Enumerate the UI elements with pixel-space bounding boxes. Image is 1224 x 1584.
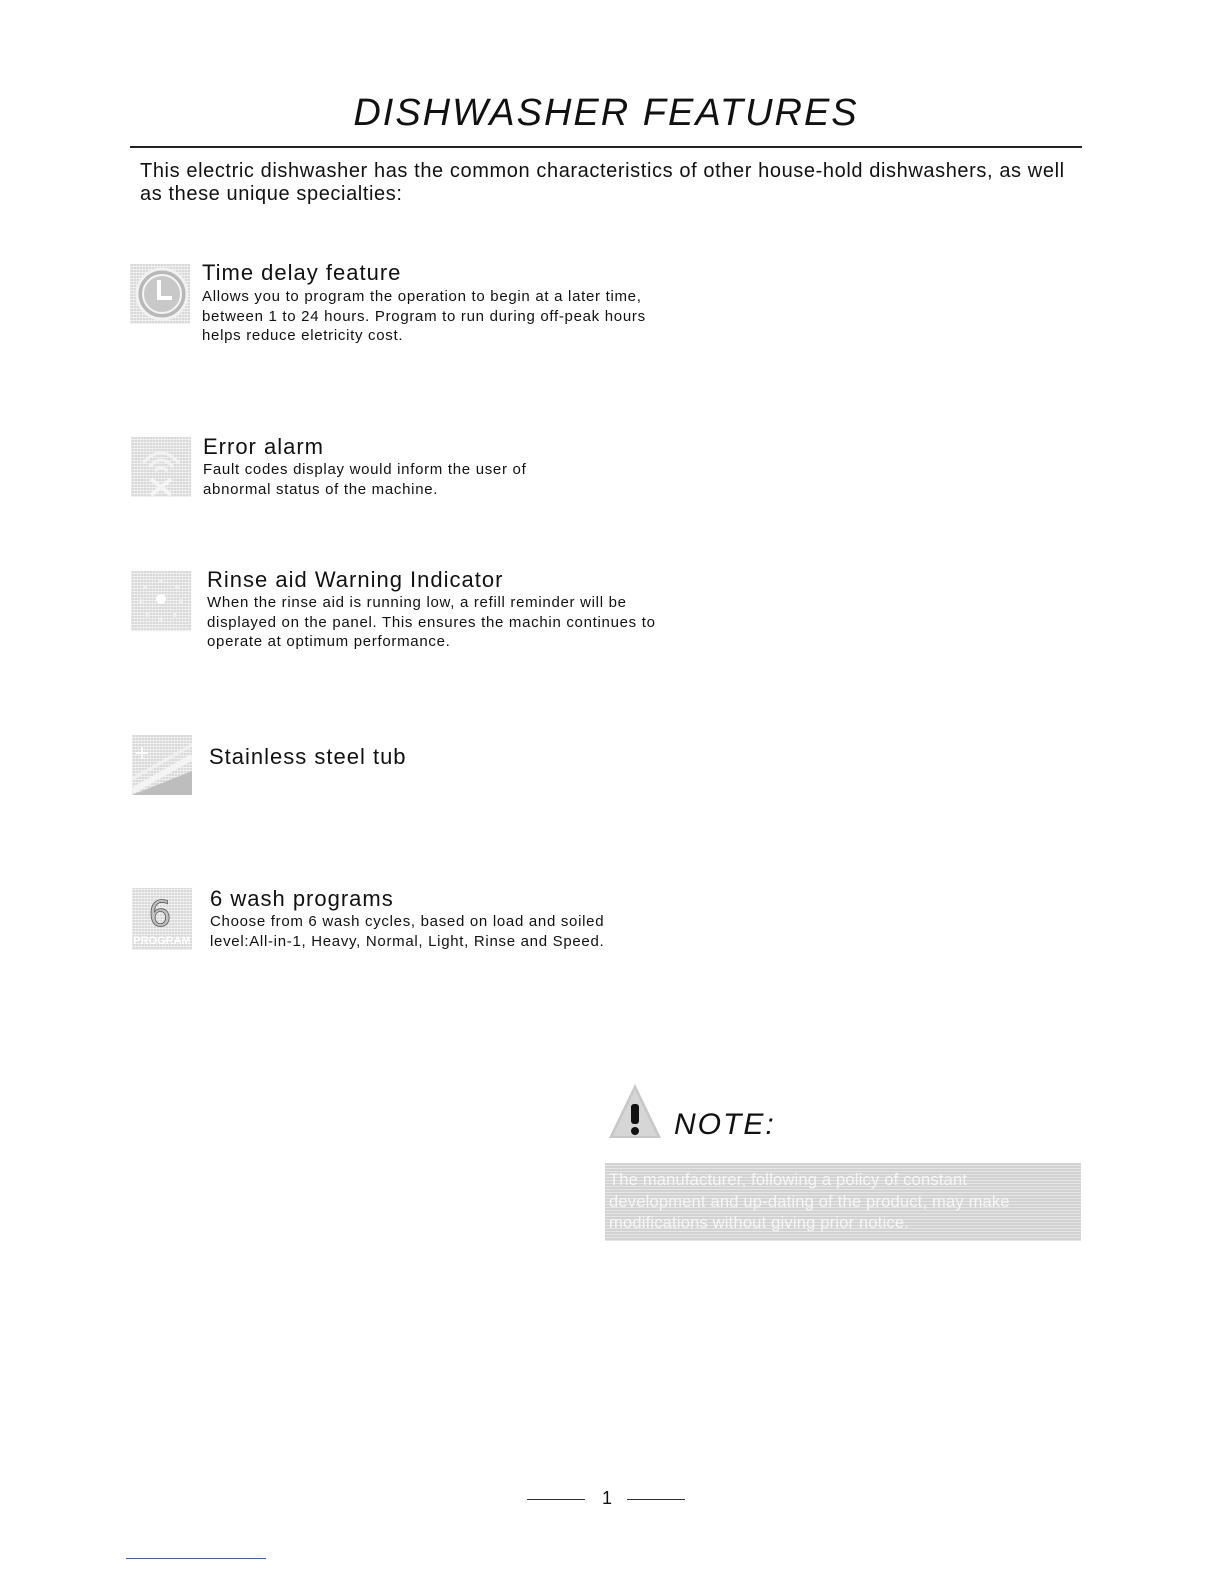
icon-number: 6 <box>148 894 172 935</box>
error-alarm-icon <box>131 437 191 497</box>
feature-title: Time delay feature <box>202 260 402 285</box>
feature-description: When the rinse aid is running low, a refill reminder will be displayed on the panel. This ensures the machin continues to operate at optimum performance. <box>207 594 656 650</box>
page-title: DISHWASHER FEATURES <box>353 92 859 134</box>
programs-icon <box>132 888 192 950</box>
footer-line-right <box>627 1499 685 1500</box>
footer-line-left <box>527 1499 585 1500</box>
feature-title: Error alarm <box>203 434 325 459</box>
feature-description: Fault codes display would inform the user of abnormal status of the machine. <box>203 461 527 498</box>
bottom-rule <box>126 1558 266 1559</box>
feature-title: Rinse aid Warning Indicator <box>207 567 504 592</box>
feature-description: Choose from 6 wash cycles, based on load and soiled level:All-in-1, Heavy, Normal, Light, Rinse and Speed. <box>210 913 605 950</box>
page-number: 1 <box>601 1488 612 1508</box>
stainless-tub-icon <box>132 735 192 795</box>
warning-icon <box>607 1082 663 1140</box>
note-box <box>605 1163 1081 1241</box>
feature-title: Stainless steel tub <box>209 744 407 769</box>
feature-title: 6 wash programs <box>210 886 394 911</box>
intro-paragraph: This electric dishwasher has the common characteristics of other house-hold dishwashers, as well as these unique specialties: <box>140 160 1065 205</box>
feature-description: Allows you to program the operation to begin at a later time, between 1 to 24 hours. Program to run during off-peak hours helps reduce eletricity cost. <box>202 288 646 344</box>
icon-caption: PROGRAM <box>133 935 191 947</box>
rinse-aid-icon <box>131 571 191 631</box>
clock-icon <box>130 264 190 324</box>
note-text: The manufacturer, following a policy of constant development and up-dating of the product, may make modifications without giving prior notice. <box>609 1171 1010 1232</box>
title-divider <box>130 146 1082 148</box>
note-title: NOTE: <box>674 1108 776 1141</box>
